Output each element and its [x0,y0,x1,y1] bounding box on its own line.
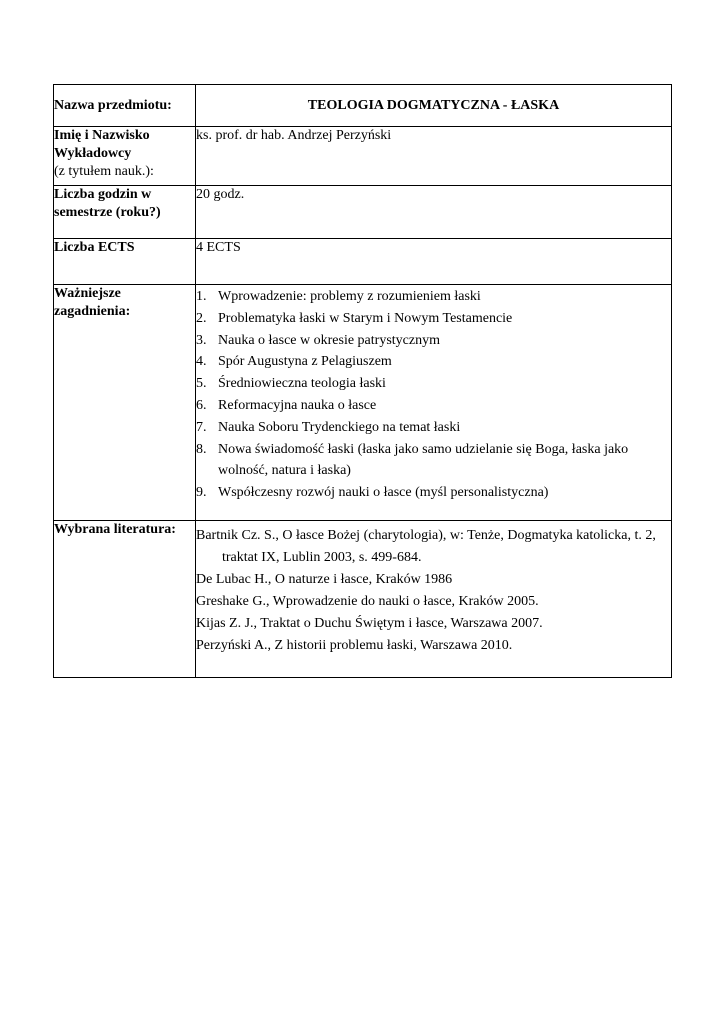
list-item: 3. Nauka o łasce w okresie patrystycznym [196,332,440,348]
syllabus-table [53,84,672,678]
hours-row [54,186,672,239]
lecturer-row [54,127,672,186]
list-item: 9. Współczesny rozwój nauki o łasce (myśl personalistyczna) [196,485,549,501]
literature-label: Wybrana literatura: [54,521,196,678]
list-item: 5. Średniowieczna teologia łaski [196,376,386,392]
list-item: Kijas Z. J., Traktat o Duchu Świętym i łasce, Warszawa 2007. [196,616,543,631]
lecturer-value: ks. prof. dr hab. Andrzej Perzyński [196,127,672,186]
ects-label: Liczba ECTS [54,239,196,285]
list-item: Perzyński A., Z historii problemu łaski, Warszawa 2010. [196,638,513,653]
list-item: 7. Nauka Soboru Trydenckiego na temat łaski [196,419,461,435]
topics-cell [196,285,672,521]
course-name-row [54,85,672,127]
list-item: 6. Reformacyjna nauka o łasce [196,397,377,413]
list-item: 1. Wprowadzenie: problemy z rozumieniem łaski [196,289,481,304]
list-item: Bartnik Cz. S., O łasce Bożej (charytologia), w: Tenże, Dogmatyka katolicka, t. 2, traktat IX, Lublin 2003, s. 499-684. [196,528,656,565]
lecturer-label-main: Imię i Nazwisko Wykładowcy [54,128,150,161]
list-item: 2. Problematyka łaski w Starym i Nowym Testamencie [196,310,513,326]
literature-list [196,525,671,657]
ects-row [54,239,672,285]
lecturer-label [54,127,196,186]
list-item: 8. Nowa świadomość łaski (łaska jako samo udzielanie się Boga, łaska jako wolność, natura i łaska) [196,441,629,479]
literature-row [54,521,672,678]
list-item: De Lubac H., O naturze i łasce, Kraków 1986 [196,572,453,587]
ects-value: 4 ECTS [196,239,672,285]
literature-cell [196,521,672,678]
topics-label: Ważniejsze zagadnienia: [54,285,196,521]
course-name-value: TEOLOGIA DOGMATYCZNA - ŁASKA [196,85,672,127]
hours-value: 20 godz. [196,186,672,239]
course-name-label: Nazwa przedmiotu: [54,85,196,127]
hours-label: Liczba godzin w semestrze (roku?) [54,186,196,239]
list-item: Greshake G., Wprowadzenie do nauki o łasce, Kraków 2005. [196,594,539,609]
topics-list [196,286,671,504]
lecturer-label-note: (z tytułem nauk.): [54,164,154,179]
topics-row [54,285,672,521]
list-item: 4. Spór Augustyna z Pelagiuszem [196,354,392,370]
